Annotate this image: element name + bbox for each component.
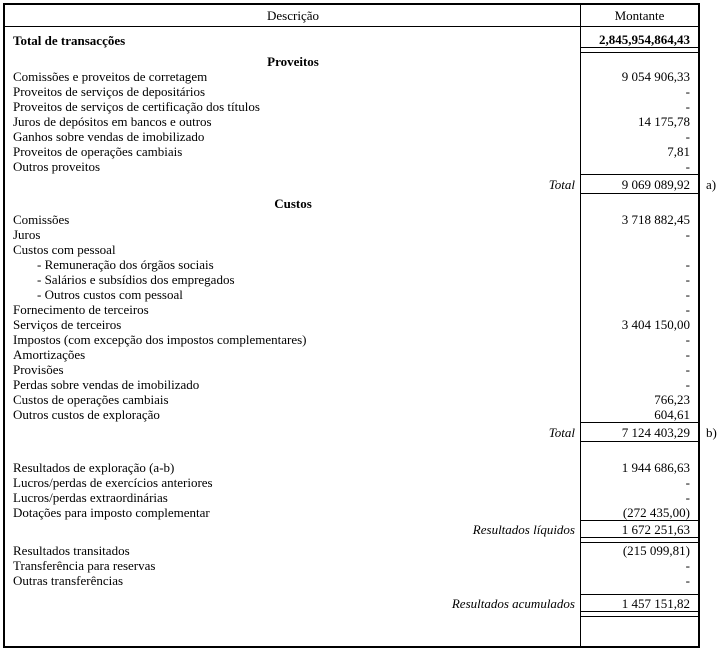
total-label: Total (548, 176, 575, 192)
total-value: 1 672 251,63 (581, 520, 698, 538)
total-row-custos (5, 422, 698, 442)
row-value: - (685, 272, 690, 287)
row-label: Lucros/perdas de exercícios anteriores (13, 475, 213, 490)
section-header-custos (5, 194, 698, 212)
total-label: Resultados acumulados (451, 595, 575, 611)
blank-row (5, 442, 698, 460)
annotation-b: b) (706, 425, 717, 440)
financial-table (3, 3, 700, 648)
row-value: 9 054 906,33 (621, 69, 690, 84)
row-value: (215 099,81) (622, 543, 690, 558)
total-transactions-row (5, 32, 698, 48)
row-value: 7,81 (667, 144, 690, 159)
total-row-proveitos (5, 174, 698, 194)
row-value: - (685, 573, 690, 588)
total-value: 9 069 089,92 (581, 174, 698, 194)
table-row (5, 543, 698, 558)
row-label: Proveitos de serviços de certificação dos títulos (13, 99, 260, 114)
total-value: 7 124 403,29 (581, 422, 698, 442)
row-label: Transferência para reservas (13, 558, 156, 573)
table-row (5, 242, 698, 257)
row-value: - (685, 558, 690, 573)
row-value: - (685, 362, 690, 377)
row-label: Serviços de terceiros (13, 317, 122, 332)
row-label: Dotações para imposto complementar (13, 505, 210, 520)
table-row (5, 159, 698, 174)
total-label: Total (548, 424, 575, 440)
table-row (5, 490, 698, 505)
row-label: Ganhos sobre vendas de imobilizado (13, 129, 205, 144)
row-value: - (685, 490, 690, 505)
table-row (5, 129, 698, 144)
total-value: 1 457 151,82 (581, 594, 698, 612)
row-value: - (685, 475, 690, 490)
table-header-row (5, 5, 698, 27)
table-row (5, 69, 698, 84)
row-value: - (685, 332, 690, 347)
row-label: Outras transferências (13, 573, 124, 588)
column-header-descricao: Descrição (267, 8, 319, 23)
row-label: - Outros custos com pessoal (37, 287, 183, 302)
row-label: - Salários e subsídios dos empregados (37, 272, 235, 287)
row-label: Resultados de exploração (a-b) (13, 460, 175, 475)
table-row (5, 573, 698, 588)
table-row (5, 460, 698, 475)
section-header-proveitos (5, 53, 698, 69)
table-row (5, 347, 698, 362)
row-value: - (685, 377, 690, 392)
row-label: Fornecimento de terceiros (13, 302, 149, 317)
row-value: 14 175,78 (638, 114, 690, 129)
row-value: - (685, 129, 690, 144)
row-label: - Remuneração dos órgãos sociais (37, 257, 214, 272)
row-value: 2,845,954,864,43 (581, 32, 698, 48)
row-label: Custos com pessoal (13, 242, 116, 257)
filler-row (5, 617, 698, 646)
table-row (5, 84, 698, 99)
row-label: Proveitos de operações cambiais (13, 144, 183, 159)
table-row (5, 475, 698, 490)
annotation-a: a) (706, 177, 717, 192)
column-divider (580, 5, 582, 646)
column-header-montante: Montante (614, 8, 665, 23)
row-value: 604,61 (654, 407, 690, 422)
table-row (5, 227, 698, 242)
table-row (5, 558, 698, 573)
table-row (5, 99, 698, 114)
accumulated-results-row (5, 594, 698, 612)
row-label: Comissões e proveitos de corretagem (13, 69, 208, 84)
row-value: 1 944 686,63 (621, 460, 690, 475)
table-row (5, 302, 698, 317)
table-row (5, 332, 698, 347)
row-value: - (685, 99, 690, 114)
table-row (5, 317, 698, 332)
row-label: Total de transacções (13, 32, 126, 48)
row-label: Outros custos de exploração (13, 407, 160, 422)
row-value: - (685, 257, 690, 272)
row-value: - (685, 302, 690, 317)
table-row (5, 272, 698, 287)
row-label: Juros (13, 227, 41, 242)
row-value (581, 242, 698, 257)
row-label: Impostos (com excepção dos impostos complementares) (13, 332, 307, 347)
row-label: Lucros/perdas extraordinárias (13, 490, 168, 505)
row-value: - (685, 159, 690, 174)
row-value: - (685, 287, 690, 302)
row-label: Proveitos de serviços de depositários (13, 84, 206, 99)
section-title: Proveitos (267, 53, 319, 69)
row-value: 3 718 882,45 (621, 212, 690, 227)
row-value: 3 404 150,00 (621, 317, 690, 332)
row-value: 766,23 (654, 392, 690, 407)
row-value: (272 435,00) (622, 505, 690, 520)
row-label: Provisões (13, 362, 64, 377)
table-row (5, 392, 698, 407)
row-label: Custos de operações cambiais (13, 392, 169, 407)
row-label: Resultados transitados (13, 543, 130, 558)
row-value: - (685, 227, 690, 242)
row-label: Outros proveitos (13, 159, 101, 174)
table-row (5, 407, 698, 422)
row-label: Comissões (13, 212, 70, 227)
table-row (5, 144, 698, 159)
row-value: - (685, 84, 690, 99)
row-label: Perdas sobre vendas de imobilizado (13, 377, 200, 392)
row-label: Amortizações (13, 347, 86, 362)
table-row (5, 505, 698, 520)
row-label: Juros de depósitos em bancos e outros (13, 114, 212, 129)
table-row (5, 257, 698, 272)
total-label: Resultados líquidos (472, 521, 575, 537)
section-title: Custos (274, 195, 312, 211)
table-row (5, 287, 698, 302)
net-results-row (5, 520, 698, 538)
table-row (5, 114, 698, 129)
table-row (5, 377, 698, 392)
row-value: - (685, 347, 690, 362)
table-row (5, 212, 698, 227)
table-row (5, 362, 698, 377)
